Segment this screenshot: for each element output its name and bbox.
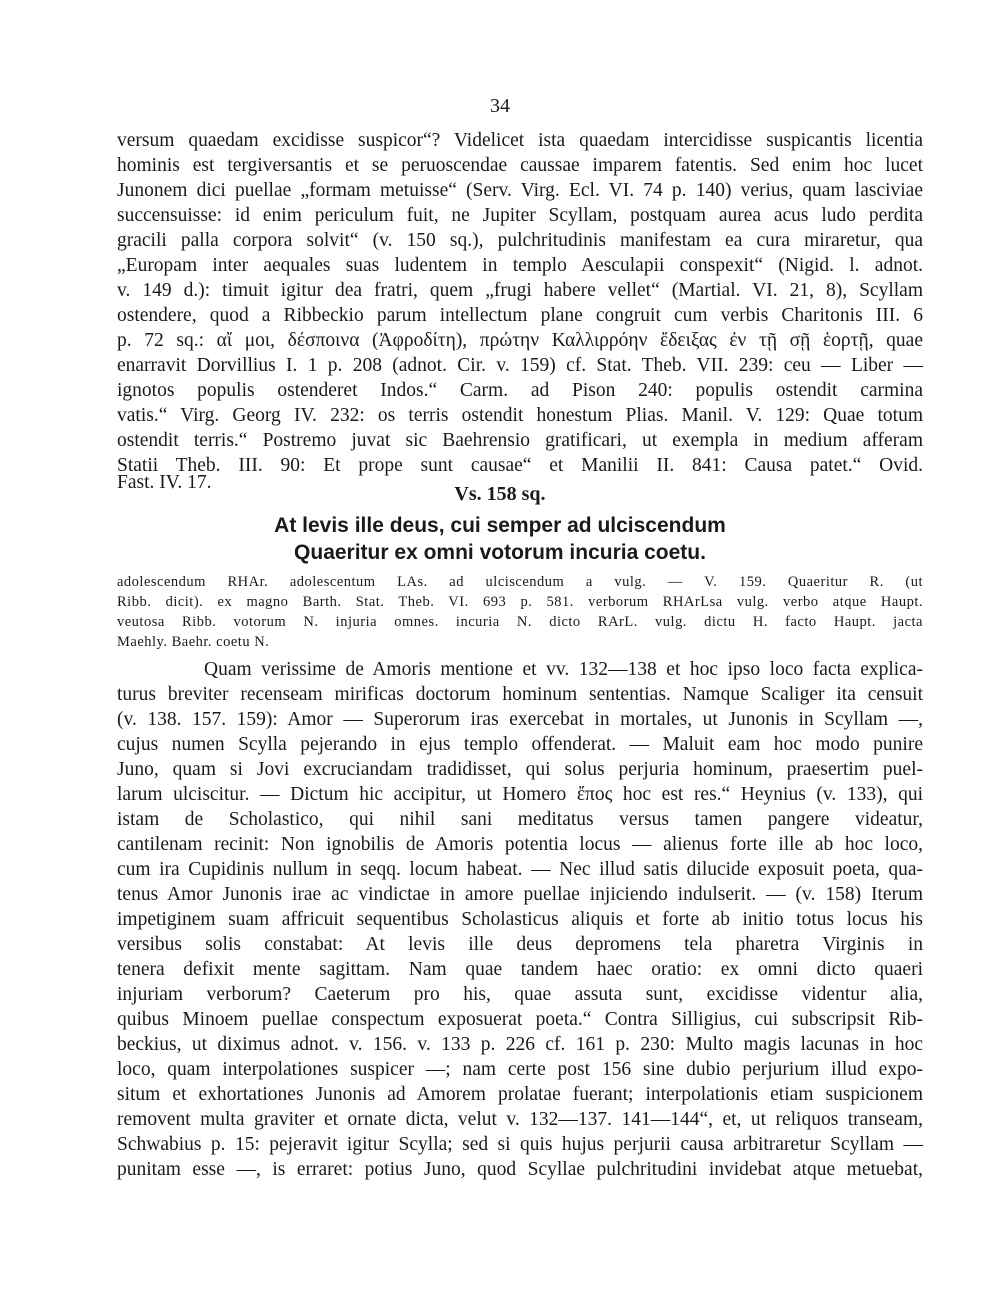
text-line: Juno, quam si Jovi excruciandam tradidisset, qui solus perjuria hominum, praesertim puel- [117,759,923,780]
text-line: turus breviter recenseam mirificas doctorum hominum sententias. Namque Scaliger ita censuit [117,684,923,705]
text-line: Schwabius p. 15: pejeravit igitur Scylla; sed si quis hujus perjurii causa arbitraretur Scyllam — [117,1134,923,1155]
text-line: „Europam inter aequales suas ludentem in templo Aesculapii conspexit“ (Nigid. l. adnot. [117,255,923,276]
text-line: enarravit Dorvillius I. 1 p. 208 (adnot. Cir. v. 159) cf. Stat. Theb. VII. 239: ceu — Liber — [117,355,923,376]
apparatus-line: Ribb. dicit). ex magno Barth. Stat. Theb. VI. 693 p. 581. verborum RHArLsa vulg. verbo atque Haupt. [117,594,923,610]
text-line: cujus numen Scylla pejerando in ejus templo offenderat. — Maluit eam hoc modo punire [117,734,923,755]
text-line: beckius, ut diximus adnot. v. 156. v. 133 p. 226 cf. 161 p. 230: Multo magis lacunas in hoc [117,1034,923,1055]
text-line: (v. 138. 157. 159): Amor — Superorum iras exercebat in mortales, ut Junonis in Scyllam —, [117,709,923,730]
text-line: tenera defixit mente sagittam. Nam quae tandem haec oratio: ex omni dicto quaeri [117,959,923,980]
text-line: versibus solis constabat: At levis ille deus depromens tela pharetra Virginis in [117,934,923,955]
text-line: vatis.“ Virg. Georg IV. 232: os terris ostendit honestum Plias. Manil. V. 129: Quae totum [117,405,923,426]
text-line: versum quaedam excidisse suspicor“? Videlicet ista quaedam intercidisse suspicantis licentia [117,130,923,151]
text-line: gracili palla corpora solvit“ (v. 150 sq.), pulchritudinis manifestam ea cura miraretur, qua [117,230,923,251]
text-line: Junonem dici puellae „formam metuisse“ (Serv. Virg. Ecl. VI. 74 p. 140) verius, quam lasciviae [117,180,923,201]
verse-line: At levis ille deus, cui semper ad ulciscendum [274,514,726,537]
text-line: injuriam verborum? Caeterum pro his, quae assuta sunt, excidisse videntur alia, [117,984,923,1005]
text-line: cantilenam recinit: Non ignobilis de Amoris potentia locus — alienus forte ille ab hoc loco, [117,834,923,855]
text-line: cum ira Cupidinis nullum in seqq. locum habeat. — Nec illud satis dilucide exposuit poeta, qua- [117,859,923,880]
verse-reference-heading: Vs. 158 sq. [454,483,546,505]
text-line: p. 72 sq.: αἴ μοι, δέσποινα (Ἀφροδίτη), πρώτην Καλλιρρόην ἔδειξας ἐν τῇ σῇ ἑορτῇ, quae [117,330,923,351]
text-line: punitam esse —, is erraret: potius Juno, quod Scyllae pulchritudini invidebat atque metuebat, [117,1159,923,1180]
apparatus-line: adolescendum RHAr. adolescentum LAs. ad ulciscendum a vulg. — V. 159. Quaeritur R. (ut [117,574,923,590]
text-line: situm et exhortationes Junonis ad Amorem prolatae fuerant; interpolationis etiam suspicionem [117,1084,923,1105]
text-line: larum ulciscitur. — Dictum hic accipitur, ut Homero ἔπος hoc est res.“ Heynius (v. 133), qui [117,784,923,805]
page-number: 34 [490,95,510,117]
text-line: ostendit terris.“ Postremo juvat sic Baehrensio gratificari, ut exempla in medium afferam [117,430,923,451]
text-line: Fast. IV. 17. [117,472,212,493]
text-line: hominis est tergiversantis et se peruoscendae caussae imparem fatentis. Sed enim hoc lucet [117,155,923,176]
text-line: loco, quam interpolationes suspicer —; nam certe post 156 sine dubio perjurium illud expo- [117,1059,923,1080]
text-line: quibus Minoem puellae conspectum exposuerat poeta.“ Contra Silligius, cui subscripsit Rib- [117,1009,923,1030]
text-line: succensuisse: id enim periculum fuit, ne Jupiter Scyllam, postquam aurea acus ludo perdita [117,205,923,226]
text-line: removent multa graviter et ornate dicta, velut v. 132—137. 141—144“, et, ut reliquos transeam, [117,1109,923,1130]
text-line: v. 149 d.): timuit igitur dea fratri, quem „frugi habere vellet“ (Martial. VI. 21, 8), Scyllam [117,280,923,301]
text-line: Statii Theb. III. 90: Et prope sunt causae“ et Manilii II. 841: Causa patet.“ Ovid. [117,455,923,476]
text-line: Quam verissime de Amoris mentione et vv. 132—138 et hoc ipso loco facta explica- [204,659,923,680]
text-line: istam de Scholastico, qui nihil sani meditatus versus tamen pangere videatur, [117,809,923,830]
text-line: impetiginem suam affricuit sequentibus Scholasticus aliquis et forte ab initio totus locus his [117,909,923,930]
text-line: tenus Amor Junonis irae ac vindictae in amore puellae injiciendo indulserit. — (v. 158) Iterum [117,884,923,905]
apparatus-line: veutosa Ribb. votorum N. injuria omnes. incuria N. dicto RArL. vulg. dictu H. facto Haupt. jacta [117,614,923,630]
apparatus-line: Maehly. Baehr. coetu N. [117,634,270,650]
text-line: ignotos populis ostenderet Indos.“ Carm. ad Pison 240: populis ostendit carmina [117,380,923,401]
verse-line: Quaeritur ex omni votorum incuria coetu. [294,541,706,564]
text-line: ostendere, quod a Ribbeckio parum intellectum plane congruit cum verbis Charitonis III. 6 [117,305,923,326]
